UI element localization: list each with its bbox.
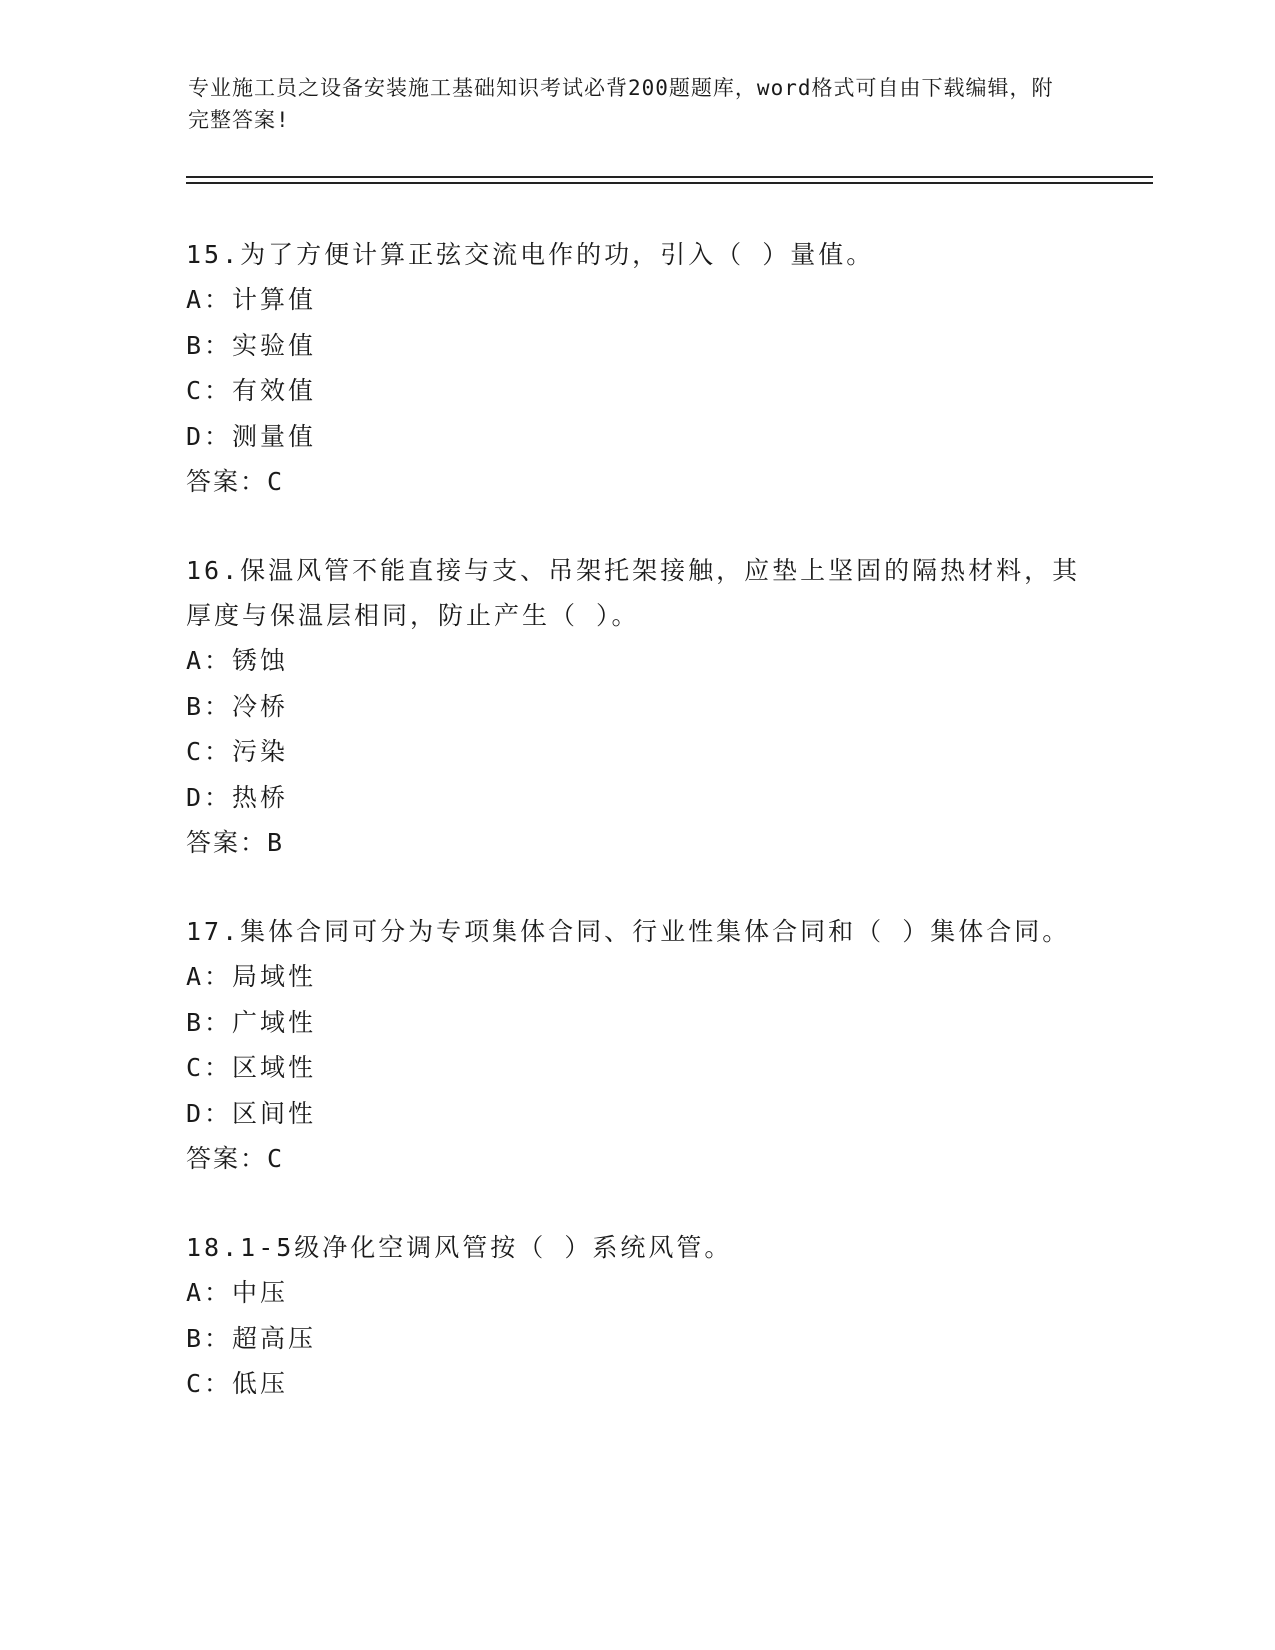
header-divider-top [186,176,1153,178]
document-header [188,72,1068,136]
option-a: A：计算值 [186,285,317,314]
option-c: C：污染 [186,737,289,766]
question-text: 17.集体合同可分为专项集体合同、行业性集体合同和（ ）集体合同。 [186,917,1071,946]
option-d: D：区间性 [186,1098,317,1128]
question-text: 16.保温风管不能直接与支、吊架托架接触，应垫上坚固的隔热材料，其厚度与保温层相同，防止产生（ ）。 [186,556,1081,630]
option-b: B：广域性 [186,1007,317,1037]
question-text: 15.为了方便计算正弦交流电作的功，引入（ ）量值。 [186,240,875,269]
option-c: C：低压 [186,1369,289,1398]
question-16 [186,548,1086,865]
option-b: B：超高压 [186,1323,317,1353]
answer: 答案：C [186,467,285,496]
question-text: 18.1-5级净化空调风管按（ ）系统风管。 [186,1233,733,1262]
option-c: C：区域性 [186,1053,317,1082]
option-a: A：中压 [186,1278,289,1307]
question-15 [186,232,1086,504]
header-divider-bottom [186,182,1153,184]
answer: 答案：B [186,828,285,857]
question-18 [186,1225,1086,1407]
option-d: D：测量值 [186,421,317,451]
option-b: B：冷桥 [186,691,289,721]
option-a: A：局域性 [186,962,317,991]
question-17 [186,909,1086,1181]
header-text: 专业施工员之设备安装施工基础知识考试必背200题题库，word格式可自由下载编辑，附完整答案! [188,76,1054,132]
option-c: C：有效值 [186,376,317,405]
question-list [186,232,1086,1451]
option-d: D：热桥 [186,782,289,812]
option-a: A：锈蚀 [186,646,289,675]
answer: 答案：C [186,1144,285,1173]
option-b: B：实验值 [186,330,317,360]
